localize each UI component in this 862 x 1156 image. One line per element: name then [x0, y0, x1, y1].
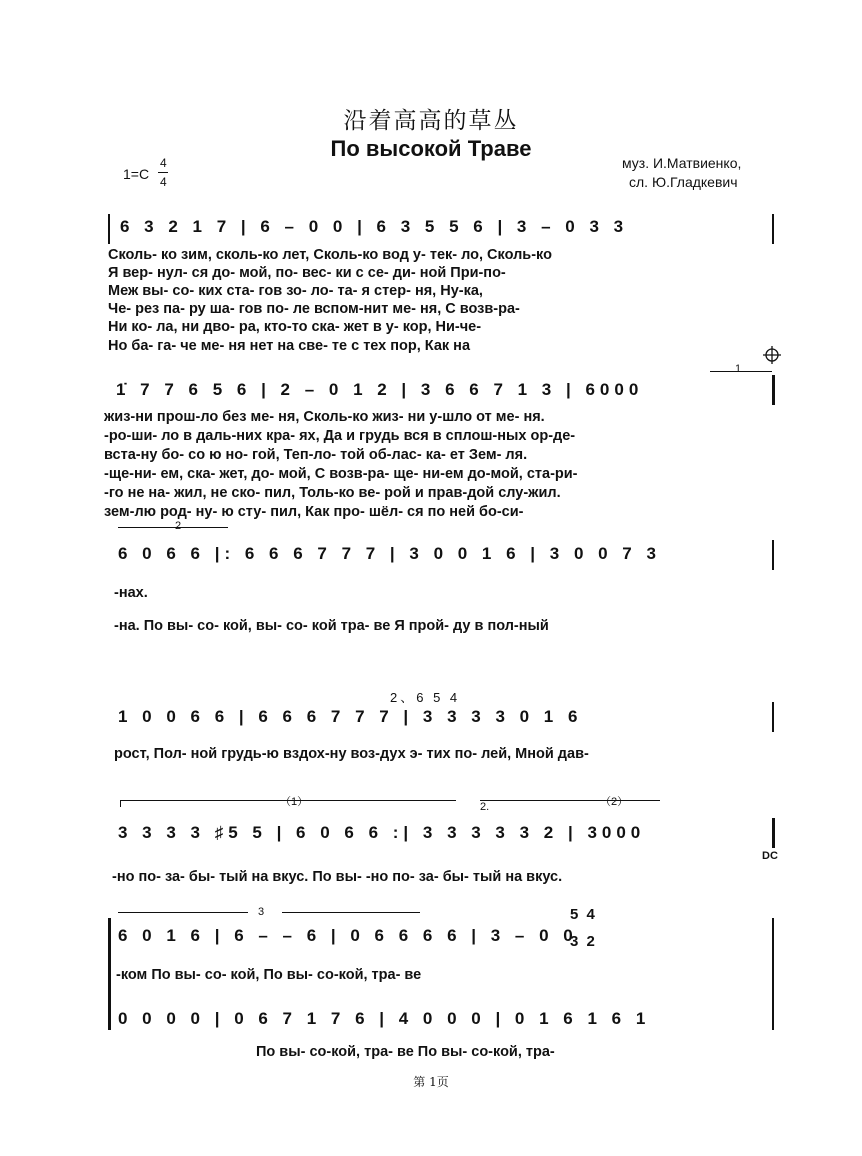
volta-bracket-second [480, 800, 660, 801]
time-signature-top: 4 [160, 156, 167, 170]
lyric-verse-5: Ни ко- ла, ни дво- ра, кто-то ска- жет в у- кор, Ни-че- [108, 319, 482, 335]
chord-bottom: 3 2 [570, 933, 597, 950]
lyric-verse-6: зем-лю род- ну- ю сту- пил, Как про- шёл- ся по ней бо-си- [104, 504, 524, 520]
volta-second-number: 2. [480, 801, 490, 813]
volta-second-label: （2） [600, 796, 629, 808]
da-capo: DC [762, 850, 778, 862]
lyric-verse-4: Че- рез па- ру ша- гов по- ле вспом-нит ме- ня, С возв-ра- [108, 301, 520, 317]
barline [772, 540, 774, 570]
lyric-verse-1: Сколь- ко зим, сколь-ко лет, Сколь-ко вод у- тек- ло, Сколь-ко [108, 247, 552, 263]
notes-line-upper: 6 0 1 6 | 6 – – 6 | 0 6 6 6 6 | 3 – 0 0 [118, 926, 578, 945]
lyric-ending-1: -нах. [114, 585, 148, 601]
time-signature-bottom: 4 [160, 175, 167, 189]
barline [772, 214, 774, 244]
notes-line-lower: 0 0 0 0 | 0 6 7 1 7 6 | 4 0 0 0 | 0 1 6 1 6 1 [118, 1009, 651, 1028]
lyric-chorus: -на. По вы- со- кой, вы- со- кой тра- ве Я прой- ду в пол-ный [114, 618, 549, 634]
lyric-line: -но по- за- бы- тый на вкус. По вы- -но по- за- бы- тый на вкус. [112, 869, 563, 885]
lyricist: сл. Ю.Гладкевич [629, 174, 738, 190]
barline [108, 214, 110, 244]
notes-line: 3 3 3 3 ♯5 5 | 6 0 6 6 :| 3 3 3 3 3 2 | 3000 [118, 823, 646, 842]
page-number: 第 1页 [413, 1075, 449, 1089]
coda-sign [763, 346, 781, 364]
volta-tick [120, 800, 121, 807]
lyric-verse-2: -ро-ши- ло в даль-них кра- ях, Да и грудь вся в сплош-ных ор-де- [104, 428, 576, 444]
volta-label-1: 1 [735, 363, 742, 375]
key-signature: 1=C [123, 166, 150, 182]
volta-bracket-2 [118, 527, 228, 528]
time-signature-divider [158, 172, 168, 173]
volta-first-label: （1） [280, 796, 309, 808]
final-barline [772, 818, 775, 848]
notes-line: 6 0 6 6 |: 6 6 6 7 7 7 | 3 0 0 1 6 | 3 0 0 7 3 [118, 544, 661, 563]
notes-line: 1 0 0 6 6 | 6 6 6 7 7 7 | 3 3 3 3 0 1 6 [118, 707, 583, 726]
annotation-above: 2、6 5 4 [390, 690, 461, 705]
lyric-verse-6: Но ба- га- че ме- ня нет на све- те с тех пор, Как на [108, 338, 471, 354]
notes-line: 6 3 2 1 7 | 6 – 0 0 | 6 3 5 5 6 | 3 – 0 3 3 [120, 217, 629, 236]
lyric-upper: -ком По вы- со- кой, По вы- со-кой, тра- ве [116, 967, 422, 983]
bracket-line [282, 912, 420, 913]
lyric-verse-1: жиз-ни прош-ло без ме- ня, Сколь-ко жиз- ни у-шло от ме- ня. [104, 409, 545, 425]
lyric-lower: По вы- со-кой, тра- ве По вы- со-кой, тра- [256, 1044, 555, 1060]
system-brace [108, 918, 111, 1030]
lyric-verse-3: Меж вы- со- ких ста- гов зо- ло- та- я стер- ня, Ну-ка, [108, 283, 483, 299]
final-barline [772, 375, 775, 405]
notes-line: 1̇ 7 7 6 5 6 | 2 – 0 1 2 | 3 6 6 7 1 3 | 6000 [116, 380, 644, 399]
barline [772, 918, 774, 1030]
composer: муз. И.Матвиенко, [622, 155, 742, 171]
barline [772, 702, 774, 732]
title-chinese: 沿着高高的草丛 [343, 108, 519, 134]
lyric-verse-3: вста-ну бо- со ю но- гой, Теп-ло- той об-лас- ка- ет Зем- ля. [104, 447, 528, 463]
volta-label-2: 2 [175, 520, 182, 532]
bracket-line [118, 912, 248, 913]
lyric-verse-4: -ще-ни- ем, ска- жет, до- мой, С возв-ра- ще- ни-ем до-мой, ста-ри- [104, 466, 578, 482]
chord-top: 5 4 [570, 906, 597, 923]
title-russian: По высокой Траве [330, 136, 532, 161]
lyric-line: рост, Пол- ной грудь-ю вздох-ну воз-дух э- тих по- лей, Мной дав- [114, 746, 589, 762]
lyric-verse-2: Я вер- нул- ся до- мой, по- вес- ки с се- ди- ной При-по- [108, 265, 506, 281]
triplet-mark: 3 [258, 906, 265, 918]
lyric-verse-5: -го не на- жил, не ско- пил, Толь-ко ве- рой и прав-дой слу-жил. [104, 485, 561, 501]
